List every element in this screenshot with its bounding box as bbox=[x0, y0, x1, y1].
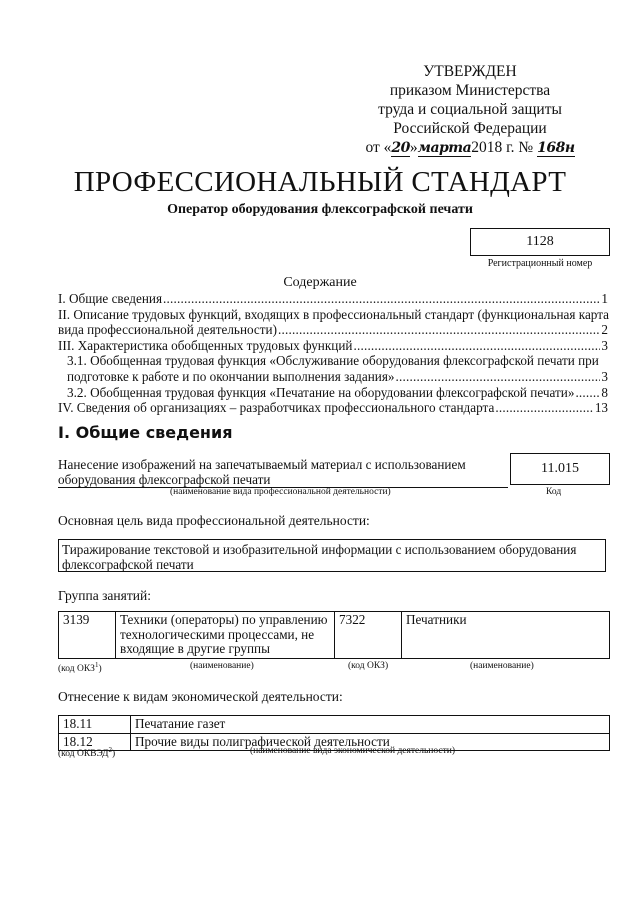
okz-code-caption: (код ОКЗ$^1$) bbox=[58, 661, 102, 675]
approval-block bbox=[330, 62, 610, 157]
okz-name-caption: (наименование) bbox=[190, 661, 254, 671]
okved-name-caption: (наименование вида экономической деятельности) bbox=[250, 746, 455, 756]
okved-name-cell: Печатание газет bbox=[131, 716, 610, 734]
okz-name-cell: Техники (операторы) по управлению технологическими процессами, не входящие в другие группы bbox=[116, 612, 335, 659]
date-month: марта bbox=[417, 140, 472, 156]
okved-code-cell: 18.11 bbox=[59, 716, 131, 734]
approval-ministry: труда и социальной защиты bbox=[378, 101, 562, 118]
registration-number-box: 1128 bbox=[470, 228, 610, 256]
date-prefix: от « bbox=[365, 139, 392, 156]
okz-table bbox=[58, 611, 610, 659]
okved-code-cell: 18.12 bbox=[59, 733, 131, 751]
toc-item[interactable]: I. Общие сведения ..... 1 bbox=[58, 291, 608, 307]
okz-name-cell: Печатники bbox=[402, 612, 610, 659]
okz-code-cell: 3139 bbox=[59, 612, 116, 659]
goal-label: Основная цель вида профессиональной деятельности: bbox=[58, 513, 370, 528]
date-mid: » bbox=[409, 139, 418, 156]
activity-caption: (наименование вида профессиональной деятельности) bbox=[170, 487, 391, 497]
activity-name: Нанесение изображений на запечатываемый материал с использованием оборудования флексографской печати bbox=[58, 457, 508, 488]
activity-code-box: 11.015 bbox=[510, 453, 610, 485]
approval-date-line bbox=[330, 138, 610, 157]
okz-name-caption-2: (наименование) bbox=[470, 661, 534, 671]
date-day: 20 bbox=[391, 140, 410, 156]
registration-number-label: Регистрационный номер bbox=[487, 258, 593, 269]
toc-item[interactable]: 3.2. Обобщенная трудовая функция «Печатание на оборудовании флексографской печати» ..... 8 bbox=[58, 385, 608, 401]
toc-item[interactable]: 3.1. Обобщенная трудовая функция «Обслуживание оборудования флексографской печати при bbox=[67, 353, 599, 369]
toc-item-continuation[interactable]: подготовке к работе и по окончании выполнения задания» ..... 3 bbox=[58, 369, 608, 385]
okz-code-cell: 7322 bbox=[335, 612, 402, 659]
toc-item-continuation[interactable]: вида профессиональной деятельности) ..... 2 bbox=[58, 322, 608, 338]
toc-item[interactable]: II. Описание трудовых функций, входящих в профессиональный стандарт (функциональная карта bbox=[58, 306, 609, 322]
table-row bbox=[59, 612, 610, 659]
occupation-group-label: Группа занятий: bbox=[58, 588, 151, 603]
document-subtitle: Оператор оборудования флексографской печати bbox=[167, 202, 473, 217]
okved-code-caption: (код ОКВЭД$^2$) bbox=[58, 746, 116, 760]
okz-code-caption-2: (код ОКЗ) bbox=[348, 661, 389, 671]
document-title: ПРОФЕССИОНАЛЬНЫЙ СТАНДАРТ bbox=[73, 166, 567, 198]
approval-country: Российской Федерации bbox=[393, 120, 547, 137]
table-of-contents bbox=[58, 291, 608, 416]
okved-name-cell: Прочие виды полиграфической деятельности bbox=[131, 733, 610, 751]
toc-heading: Содержание bbox=[283, 275, 357, 290]
code-caption: Код bbox=[546, 487, 562, 497]
order-number: 168н bbox=[537, 140, 575, 156]
approval-title: УТВЕРЖДЕН bbox=[423, 63, 517, 80]
toc-item[interactable]: IV. Сведения об организациях – разработчиках профессионального стандарта ..... 13 bbox=[58, 400, 608, 416]
approval-order: приказом Министерства bbox=[389, 82, 551, 99]
date-year: 2018 г. № bbox=[471, 139, 534, 156]
section-heading: I. Общие сведения bbox=[58, 423, 233, 442]
toc-item[interactable]: III. Характеристика обобщенных трудовых функций ..... 3 bbox=[58, 338, 608, 354]
goal-box: Тиражирование текстовой и изобразительной информации с использованием оборудования флексографской печати bbox=[58, 539, 606, 572]
okved-label: Отнесение к видам экономической деятельности: bbox=[58, 689, 343, 704]
table-row bbox=[59, 716, 610, 734]
